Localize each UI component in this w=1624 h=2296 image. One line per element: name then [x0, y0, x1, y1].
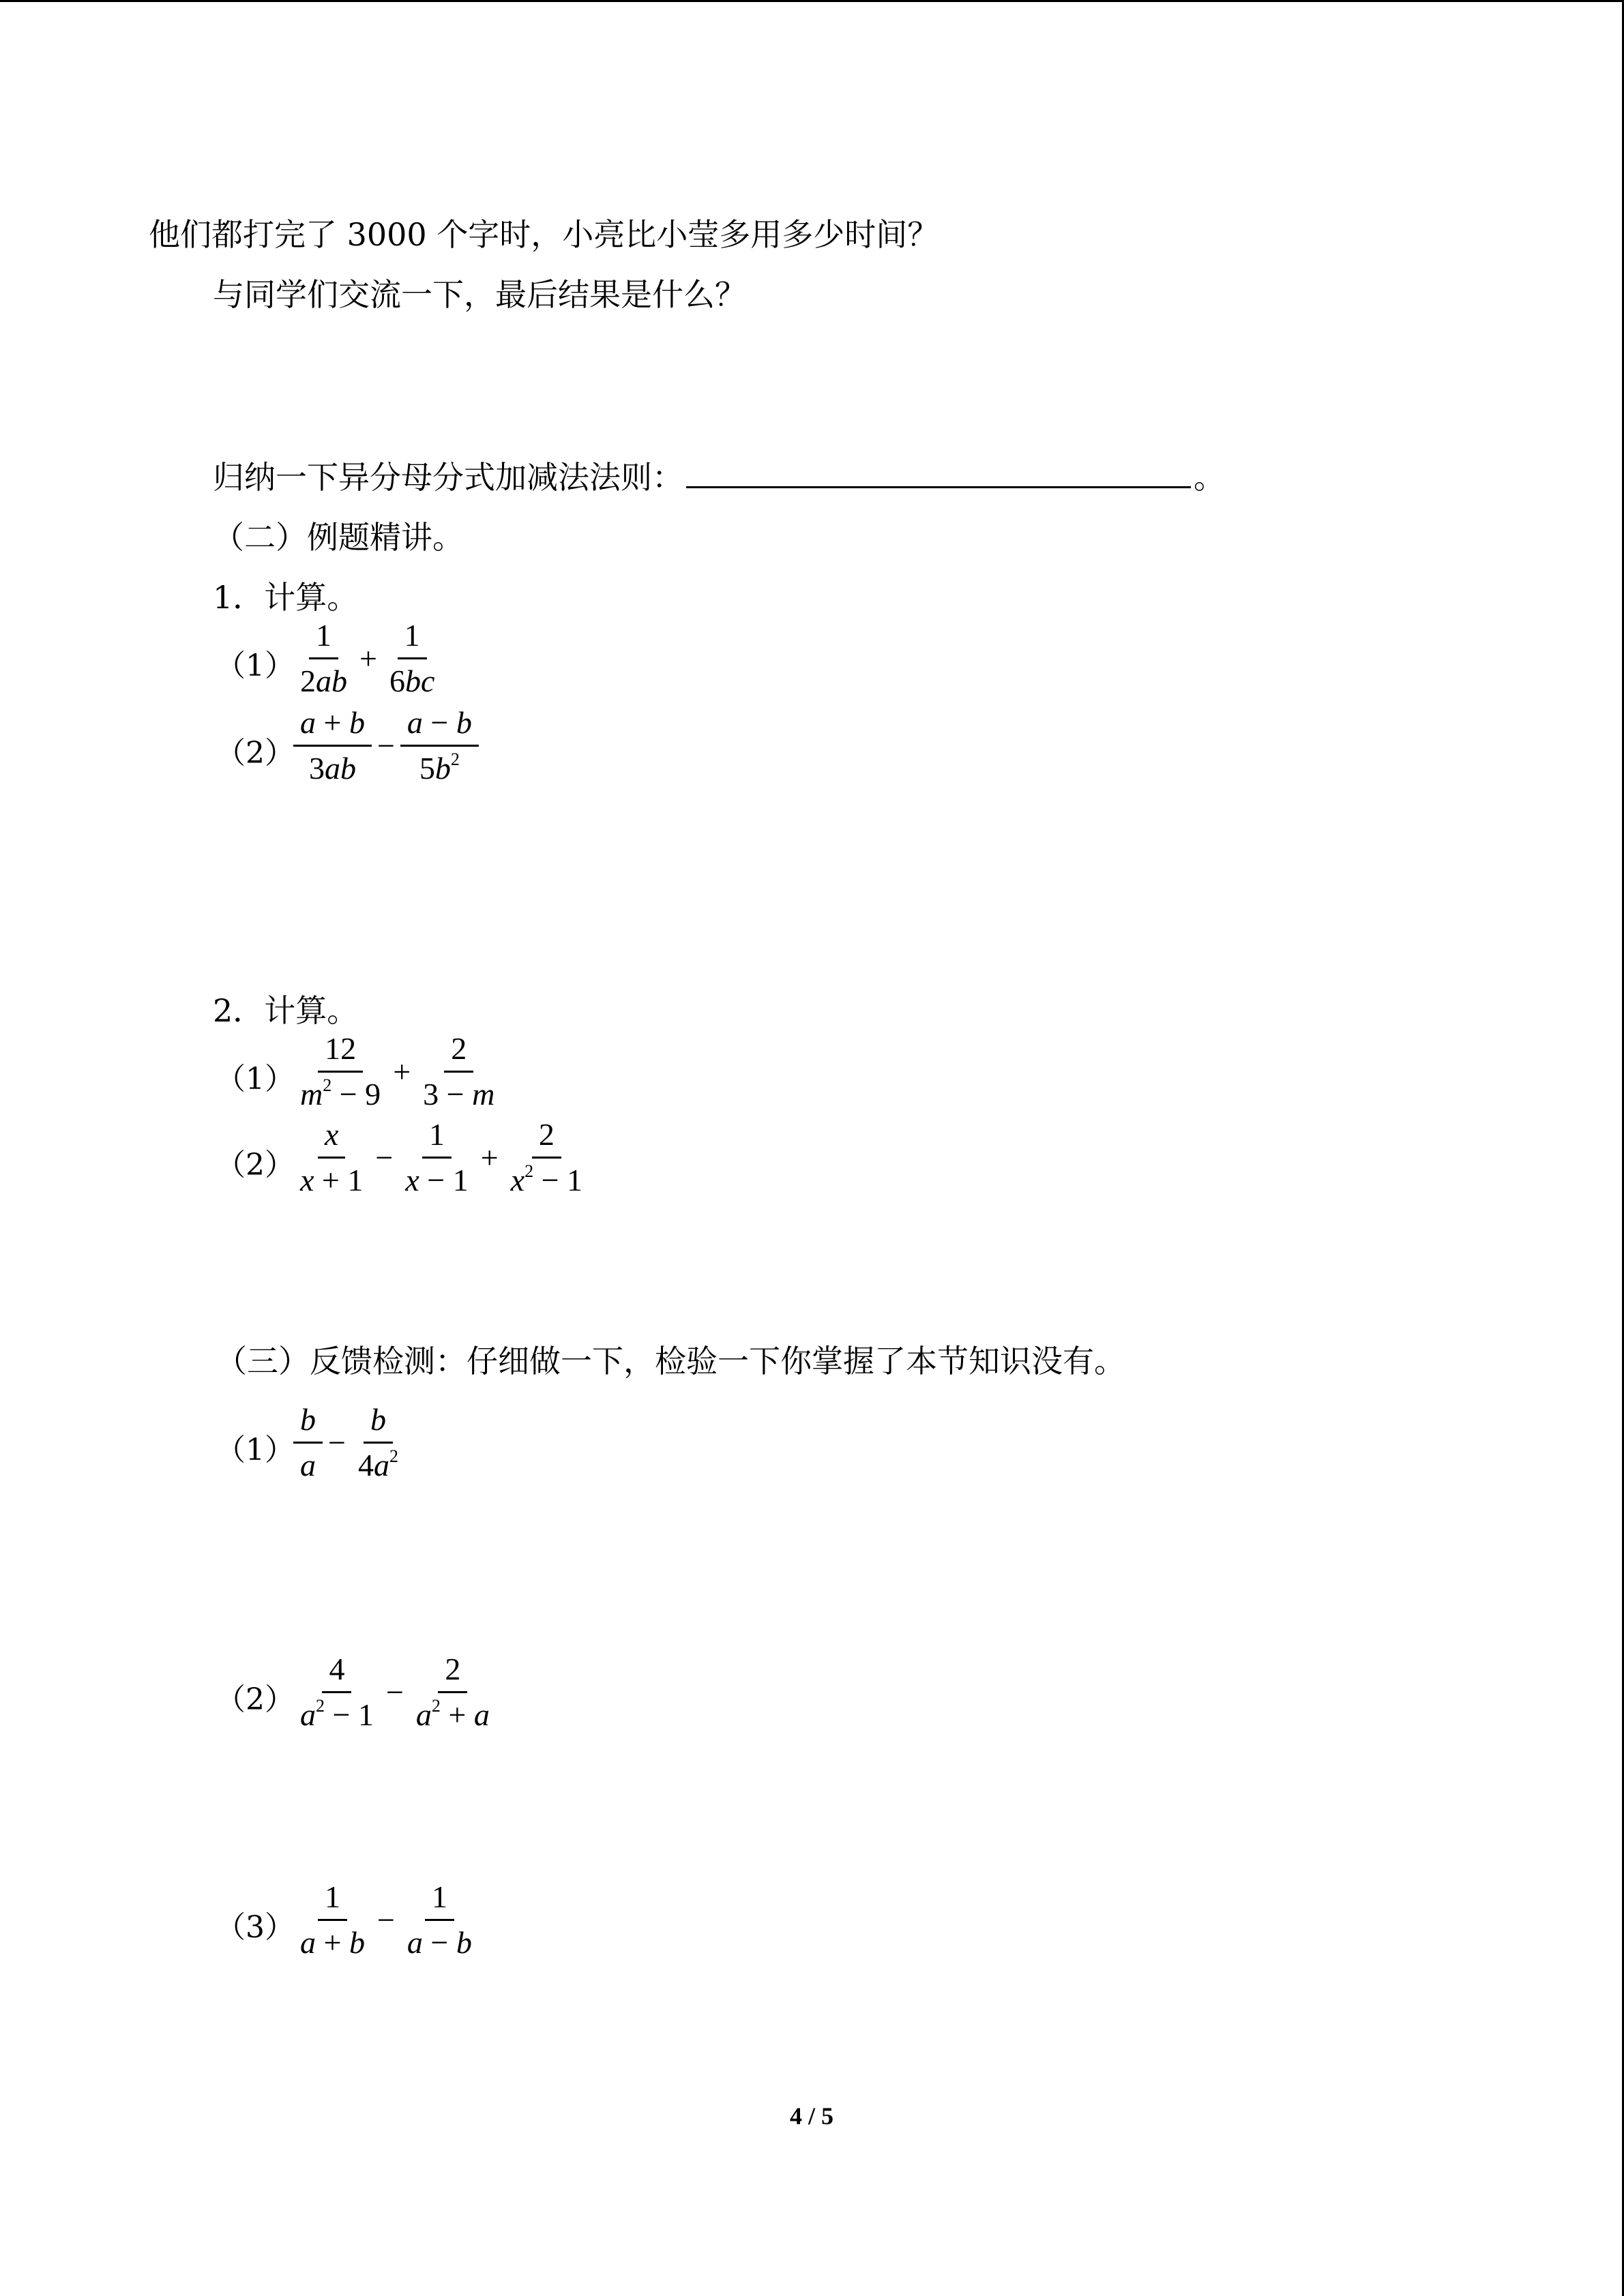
denominator: x − 1 [405, 1163, 469, 1197]
check-item3-expression [293, 1879, 479, 1960]
rule-answer-blank[interactable] [686, 459, 1191, 488]
minus-sign: − [385, 1675, 404, 1710]
minus-sign: − [377, 1903, 395, 1937]
plus-sign: + [480, 1140, 499, 1175]
ex1-item2-label: （2） [216, 736, 295, 771]
ex2-item2-expression [293, 1117, 589, 1198]
check-item3-label: （3） [216, 1910, 295, 1945]
section3-heading: （三）反馈检测：仔细做一下，检验一下你掌握了本节知识没有。 [216, 1343, 1125, 1380]
ex2-item2-label: （2） [216, 1148, 295, 1182]
plus-sign: + [359, 641, 377, 676]
denominator: x + 1 [300, 1163, 364, 1197]
ex2-item1-expression [293, 1031, 501, 1112]
fraction [293, 1879, 372, 1960]
fraction [293, 705, 372, 786]
example1-title: 1．计算。 [213, 579, 359, 616]
numerator: 2 [532, 1117, 561, 1159]
numerator: b [293, 1402, 323, 1444]
numerator: 1 [422, 1117, 452, 1159]
example2-title: 2．计算。 [213, 992, 359, 1029]
denominator: $a^2 + a$ [415, 1696, 490, 1732]
numerator: 1 [309, 618, 338, 659]
denominator: $5b^2$ [419, 749, 460, 786]
denominator: 3ab [308, 751, 356, 786]
rule-end: 。 [1194, 459, 1225, 496]
fraction [398, 1117, 475, 1198]
minus-sign: − [375, 1140, 394, 1175]
numerator: 2 [444, 1031, 473, 1073]
minus-sign: − [377, 728, 395, 763]
check-item2-label: （2） [216, 1682, 295, 1717]
question-discuss-result: 与同学们交流一下，最后结果是什么？ [213, 276, 746, 313]
numerator: a − b [400, 705, 479, 747]
plus-sign: + [393, 1054, 411, 1089]
denominator: 3 − m [423, 1077, 495, 1112]
numerator: x [318, 1117, 345, 1159]
fraction [383, 618, 441, 699]
denominator: 2ab [300, 664, 347, 698]
fraction [293, 618, 354, 699]
numerator: 1 [398, 618, 427, 659]
fraction [504, 1117, 589, 1198]
denominator: $m^2 - 9$ [300, 1075, 381, 1112]
numerator: 1 [425, 1879, 454, 1921]
fraction [293, 1117, 370, 1198]
denominator: $4a^2$ [357, 1446, 398, 1482]
ex1-item2-expression [293, 705, 479, 786]
rule-prompt-line [213, 458, 1225, 496]
numerator: 1 [318, 1879, 347, 1921]
numerator: 2 [438, 1652, 467, 1693]
check-item2-expression [293, 1652, 497, 1733]
ex2-item1-label: （1） [216, 1062, 295, 1097]
check-item1-label: （1） [216, 1433, 295, 1467]
rule-prompt: 归纳一下异分母分式加减法法则： [213, 459, 683, 496]
denominator: a + b [300, 1925, 365, 1960]
question-typing-time: 他们都打完了 3000 个字时，小亮比小莹多用多少时间？ [149, 216, 939, 253]
denominator: a − b [407, 1925, 472, 1960]
ex1-item1-label: （1） [216, 648, 295, 683]
numerator: 12 [318, 1031, 363, 1073]
page-number: 4 / 5 [790, 2102, 834, 2130]
minus-sign: − [328, 1425, 346, 1460]
numerator: b [364, 1402, 393, 1444]
fraction [416, 1031, 501, 1112]
fraction [293, 1402, 323, 1483]
check-item1-expression [293, 1402, 405, 1483]
fraction [293, 1031, 387, 1112]
fraction [400, 705, 479, 786]
denominator: $a^2 - 1$ [300, 1696, 374, 1732]
denominator: $x^2 - 1$ [510, 1161, 583, 1197]
denominator: a [300, 1448, 316, 1482]
top-border [0, 0, 1624, 2]
ex1-item1-expression [293, 618, 441, 699]
numerator: a + b [293, 705, 372, 747]
denominator: 6bc [389, 664, 435, 698]
fraction [400, 1879, 479, 1960]
fraction [409, 1652, 497, 1733]
section2-heading: （二）例题精讲。 [213, 519, 464, 556]
fraction [351, 1402, 405, 1483]
numerator: 4 [322, 1652, 351, 1693]
fraction [293, 1652, 381, 1733]
